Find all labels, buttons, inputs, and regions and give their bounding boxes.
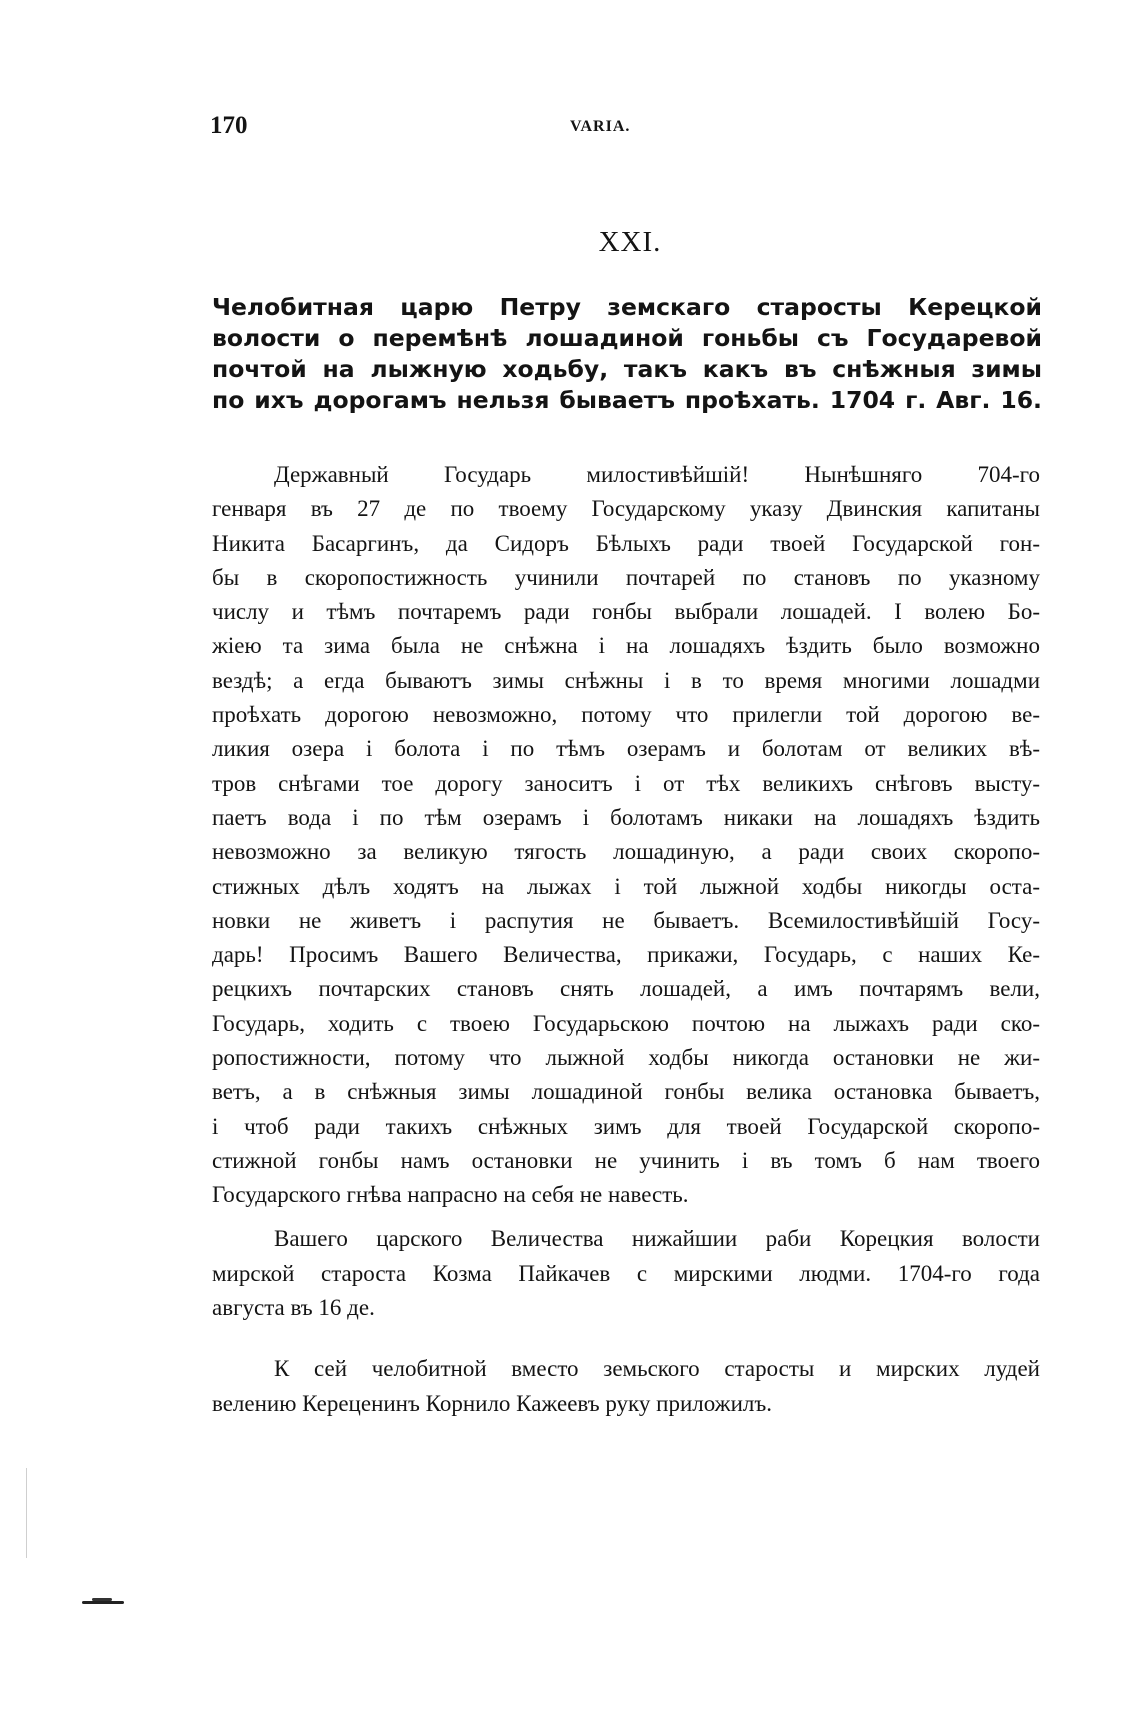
margin-ink-mark — [82, 1601, 124, 1604]
body-line: бы в скоропостижность учинили почтарей по становъ по указному — [212, 564, 1040, 590]
running-head: VARIA. — [570, 118, 631, 135]
title-line: почтой на лыжную ходьбу, такъ какъ въ снѣжныя зимы — [212, 355, 1042, 383]
attestation-line: велению Кереценинъ Корнило Кажеевъ руку приложилъ. — [212, 1390, 772, 1416]
signature-line: августа въ 16 де. — [212, 1295, 375, 1320]
body-line: стижной гонбы намъ остановки не учинить і въ томъ б нам твоего — [212, 1147, 1040, 1173]
body-line: новки не живетъ і распутия не бываетъ. Всемилостивѣйшій Госу- — [212, 907, 1040, 933]
body-line: тров снѣгами тое дорогу заноситъ і от тѣх великихъ снѣговъ высту- — [212, 770, 1040, 796]
page-number: 170 — [210, 112, 248, 139]
body-line: ветъ, а в снѣжныя зимы лошадиной гонбы велика остановка бываетъ, — [212, 1079, 1040, 1105]
body-line: дарь! Просимъ Вашего Величества, прикажи, Государь, с наших Ке- — [212, 942, 1040, 968]
body-line: стижных дѣлъ ходятъ на лыжах і той лыжной ходбы никогды оста- — [212, 873, 1040, 899]
petition-body — [212, 458, 1040, 1213]
body-line: рецкихъ почтарских становъ снять лошадей, а имъ почтарямъ вели, — [212, 976, 1040, 1002]
signature-line: мирской староста Козма Пайкачев с мирскими людми. 1704-го года — [212, 1260, 1040, 1286]
body-line: Государского гнѣва напрасно на себя не навесть. — [212, 1182, 689, 1208]
body-line: Державный Государь милостивѣйшій! Нынѣшняго 704-го — [274, 462, 1040, 487]
body-line: генваря въ 27 де по твоему Государскому указу Двинския капитаны — [212, 496, 1040, 522]
signature-line: Вашего царского Величества нижайшии раби Корецкия волости — [274, 1226, 1040, 1251]
body-line: вездѣ; а егда бываютъ зимы снѣжны і в то время многими лошадми — [212, 667, 1040, 693]
title-line: по ихъ дорогамъ нельзя бываетъ проѣхать. 1704 г. Авг. 16. — [212, 386, 1042, 414]
signature-block — [212, 1222, 1040, 1326]
body-line: жіею та зима была не снѣжна і на лошадяхъ ѣздить было возможно — [212, 633, 1040, 659]
body-line: Никита Басаргинъ, да Сидоръ Бѣлыхъ ради твоей Государской гон- — [212, 530, 1040, 556]
section-number: XXI. — [598, 226, 662, 258]
body-line: числу и тѣмъ почтаремъ ради гонбы выбрали лошадей. І волею Бо- — [212, 599, 1040, 625]
body-line: паетъ вода і по тѣм озерамъ і болотамъ никаки на лошадяхъ ѣздить — [212, 804, 1040, 830]
body-line: ропостижности, потому что лыжной ходбы никогда остановки не жи- — [212, 1045, 1040, 1071]
title-line: волости о перемѣнѣ лошадиной гоньбы съ Государевой — [212, 324, 1042, 352]
body-line: невозможно за великую тягость лошадиную, а ради своих скоропо- — [212, 839, 1040, 865]
title-line: Челобитная царю Петру земскаго старосты Керецкой — [212, 293, 1042, 321]
body-line: проѣхать дорогою невозможно, потому что прилегли той дорогою ве- — [212, 702, 1040, 728]
gutter-line — [26, 1468, 27, 1558]
body-line: Государь, ходить с твоею Государьскою почтою на лыжахъ ради ско- — [212, 1010, 1040, 1036]
attestation-line: К сей челобитной вместо земьского старосты и мирских лудей — [274, 1356, 1040, 1381]
page-header — [210, 112, 1030, 152]
document-title — [212, 292, 1042, 416]
attestation-block — [212, 1352, 1040, 1421]
body-line: ликия озера і болота і по тѣмъ озерамъ и болотам от великих вѣ- — [212, 736, 1040, 762]
body-line: і чтоб ради такихъ снѣжных зимъ для твоей Государской скоропо- — [212, 1113, 1040, 1139]
